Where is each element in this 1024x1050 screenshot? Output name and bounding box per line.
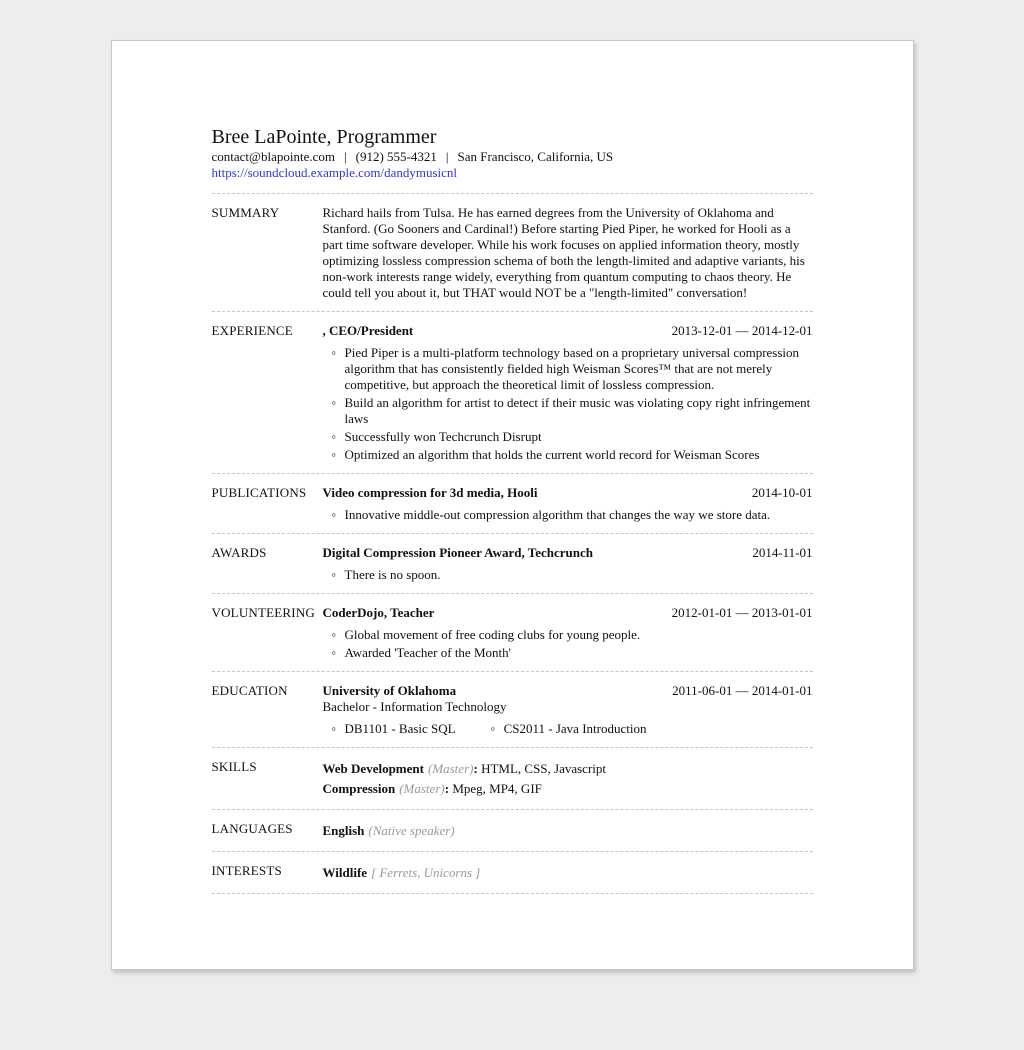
contact-line: [212, 149, 813, 165]
resume-section-experience: [212, 312, 813, 474]
entry-date: 2014-11-01: [752, 545, 813, 560]
entry: [323, 323, 813, 463]
line-title: Compression: [322, 781, 396, 796]
line-title: Web Development: [322, 761, 424, 776]
entry-title: Digital Compression Pioneer Award, Techcrunch: [322, 545, 593, 560]
entry-header: [323, 605, 813, 621]
resume-section-volunteering: [212, 594, 813, 672]
section-label: EDUCATION: [211, 683, 288, 698]
website-link[interactable]: https://soundcloud.example.com/dandymusicnl: [211, 165, 458, 180]
entry-header: [323, 323, 813, 339]
entry-title: , CEO/President: [322, 323, 414, 338]
section-body: [323, 863, 813, 883]
entry-subtitle: Bachelor - Information Technology: [322, 699, 507, 714]
resume-header: [212, 125, 813, 194]
entry-header: [323, 485, 813, 501]
email-text: contact@blapointe.com: [211, 149, 336, 164]
section-label: EXPERIENCE: [211, 323, 293, 338]
entry-header: [323, 545, 813, 561]
person-name: Bree LaPointe, Programmer: [211, 126, 437, 148]
bullet-list: [323, 721, 813, 737]
entry-title: University of Oklahoma: [322, 683, 457, 698]
entry-date: 2014-10-01: [751, 485, 813, 500]
section-label: SUMMARY: [211, 205, 280, 220]
resume-section-skills: [212, 748, 813, 810]
bullet-item: ◦ Awarded 'Teacher of the Month': [345, 645, 813, 661]
section-body: [323, 323, 813, 463]
bullet-item: ◦ DB1101 - Basic SQL: [345, 721, 456, 737]
resume-paper: [111, 40, 914, 970]
section-label: SKILLS: [211, 759, 257, 774]
line-title: Wildlife: [322, 865, 368, 880]
section-body: [323, 605, 813, 661]
bullet-item: ◦ CS2011 - Java Introduction: [504, 721, 647, 737]
bullet-item: ◦ Innovative middle-out compression algorithm that changes the way we store data.: [345, 507, 813, 523]
entry-header: [323, 683, 813, 699]
location-text: San Francisco, California, US: [457, 149, 614, 164]
resume-section-languages: [212, 810, 813, 852]
resume-section-summary: [212, 194, 813, 312]
pipe-separator: |: [344, 149, 347, 164]
line-annotation: (Native speaker): [368, 823, 455, 838]
entry-title: CoderDojo, Teacher: [322, 605, 435, 620]
section-body: [323, 683, 813, 737]
entry-title: Video compression for 3d media, Hooli: [322, 485, 538, 500]
section-label: PUBLICATIONS: [211, 485, 307, 500]
section-body: [323, 759, 813, 799]
bullet-item: ◦ Global movement of free coding clubs for young people.: [345, 627, 813, 643]
phone-text: (912) 555-4321: [355, 149, 437, 164]
labeled-line: [323, 863, 813, 883]
section-body: [323, 485, 813, 523]
labeled-line: [323, 821, 813, 841]
line-keywords: HTML, CSS, Javascript: [477, 761, 607, 776]
pipe-separator: |: [445, 149, 449, 164]
section-label: VOLUNTEERING: [211, 605, 315, 620]
bullet-item: ◦ There is no spoon.: [345, 567, 813, 583]
section-label: INTERESTS: [211, 863, 282, 878]
line-title: English: [322, 823, 365, 838]
entry-date: 2012-01-01 — 2013-01-01: [671, 605, 813, 620]
bullet-item: ◦ Pied Piper is a multi-platform technology based on a proprietary universal compression algorithm that has consistently fielded high Weisman Scores™ that are not merely competitive, but approach the theoretical limit of lossless compression.: [345, 345, 813, 393]
section-body: [323, 545, 813, 583]
labeled-line: [323, 779, 813, 799]
bullet-list: [323, 567, 813, 583]
entry-date: 2013-12-01 — 2014-12-01: [671, 323, 813, 338]
bullet-list: [323, 345, 813, 463]
bullet-list: [323, 627, 813, 661]
line-colon: :: [444, 781, 450, 796]
line-annotation: (Master): [399, 781, 445, 796]
line-annotation: [ Ferrets, Unicorns ]: [371, 865, 481, 880]
section-body: [323, 821, 813, 841]
resume-section-education: [212, 672, 813, 748]
resume-section-interests: [212, 852, 813, 894]
entry: [323, 683, 813, 737]
entry: [323, 485, 813, 523]
bullet-item: ◦ Build an algorithm for artist to detect if their music was violating copy right infringement laws: [345, 395, 813, 427]
labeled-line: [323, 759, 813, 779]
bullet-list: [323, 507, 813, 523]
bullet-item: ◦ Optimized an algorithm that holds the current world record for Weisman Scores: [345, 447, 813, 463]
bullet-item: ◦ Successfully won Techcrunch Disrupt: [345, 429, 813, 445]
entry: [323, 545, 813, 583]
line-annotation: (Master): [427, 761, 474, 776]
resume-section-publications: [212, 474, 813, 534]
section-body: [323, 205, 813, 301]
line-colon: :: [473, 761, 478, 776]
section-label: AWARDS: [211, 545, 267, 560]
entry-date: 2011-06-01 — 2014-01-01: [672, 683, 813, 698]
section-paragraph: Richard hails from Tulsa. He has earned degrees from the University of Oklahoma and Stanford. (Go Sooners and Cardinal!) Before starting Pied Piper, he worked for Hooli as a part time software developer. While his work focuses on applied information theory, mostly optimizing lossless compression schema of both the length-limited and adaptive variants, his non-work interests range widely, everything from quantum computing to chaos theory. He could tell you about it, but THAT would NOT be a "length-limited" conversation!: [322, 205, 805, 300]
website-line: [212, 165, 813, 181]
section-label: LANGUAGES: [211, 821, 293, 836]
entry: [323, 605, 813, 661]
resume-section-awards: [212, 534, 813, 594]
line-keywords: Mpeg, MP4, GIF: [449, 781, 542, 796]
resume-sections: [212, 194, 813, 894]
